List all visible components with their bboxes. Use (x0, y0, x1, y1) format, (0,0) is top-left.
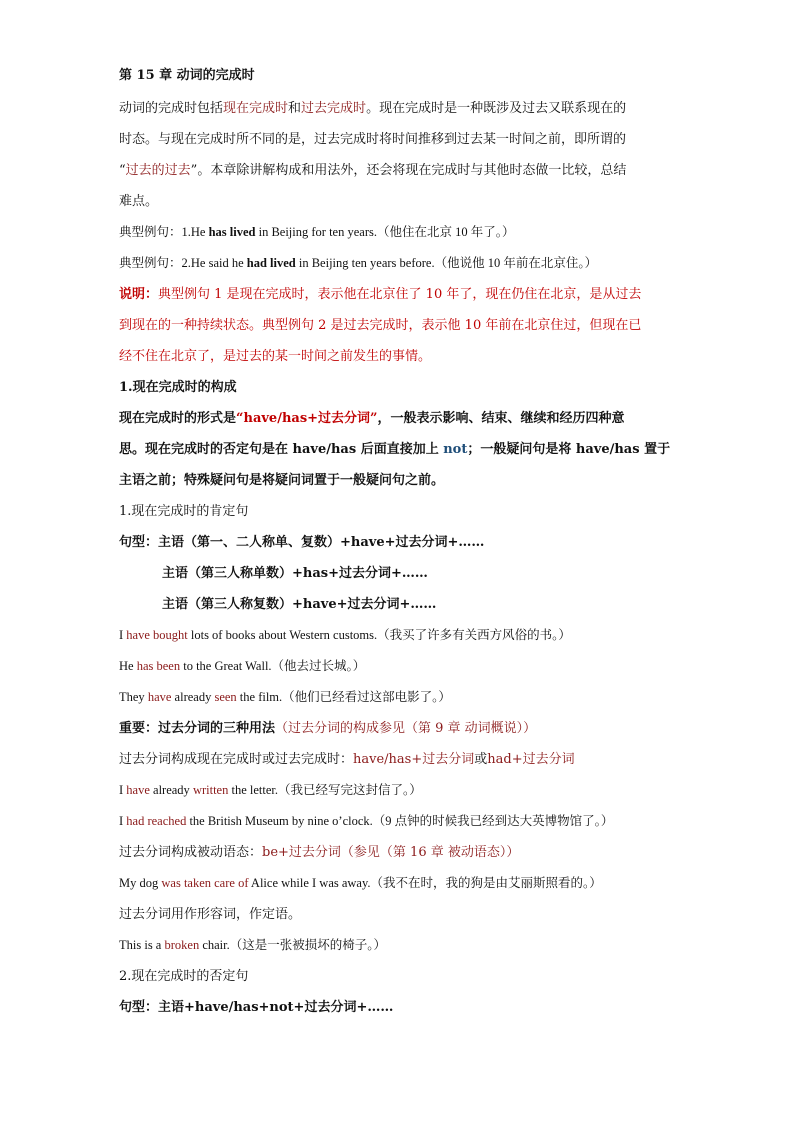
pattern-line-2: 主语（第三人称单数）+has+过去分词+…… (162, 566, 428, 581)
example-verb: had reached (126, 814, 187, 828)
subheading-negative: 2.现在完成时的否定句 (119, 969, 249, 984)
example-verb: have bought (126, 628, 188, 642)
form-line-1 (119, 403, 679, 434)
example-text: already (149, 783, 193, 797)
intro-text: 。现在完成时是一种既涉及过去又联系现在的 (366, 101, 627, 116)
use-text: 过去分词构成被动语态： (119, 845, 263, 860)
form-text: 现在完成时的形式是 (119, 411, 237, 426)
note-label: 说明： (119, 287, 159, 302)
example-text: lots of books about Western customs.（我买了许多有关西方风俗的书。） (187, 628, 571, 642)
example-verb: written (192, 783, 229, 797)
example-verb: had lived (246, 256, 296, 270)
use-present-past-perfect (119, 744, 679, 775)
example-verb: was taken care of (161, 876, 249, 890)
intro-line-1 (119, 93, 679, 124)
intro-text: 动词的完成时包括 (119, 101, 224, 116)
example-seen (119, 682, 679, 713)
example-reached (119, 806, 679, 837)
example-verb: has lived (208, 225, 256, 239)
example-text: I (119, 783, 127, 797)
use-formula: be+过去分词（参见（第 16 章 被动语态）） (262, 845, 520, 860)
form-text: 思。现在完成时的否定句是在 have/has 后面直接加上 (119, 442, 444, 457)
example-text: They (119, 690, 148, 704)
use-text: 或 (474, 752, 488, 767)
example-prefix: 典型例句：2.He said he (119, 256, 247, 270)
intro-text: 和 (288, 101, 302, 116)
term-past-of-past: 过去的过去 (125, 163, 191, 178)
example-text: the British Museum by nine o’clock.（9 点钟的时候我已经到达大英博物馆了。） (186, 814, 614, 828)
chapter-title: 第 15 章 动词的完成时 (119, 68, 255, 83)
example-text: My dog (119, 876, 162, 890)
example-text: already (171, 690, 215, 704)
example-text: I (119, 814, 127, 828)
example-verb: have (126, 783, 150, 797)
intro-line-2: 时态。与现在完成时所不同的是，过去完成时将时间推移到过去某一时间之前，即所谓的 (119, 132, 627, 147)
example-text: He (119, 659, 137, 673)
form-text: ；一般疑问句是将 have/has 置于 (467, 442, 671, 457)
note-line-3: 经不住在北京了，是过去的某一时间之前发生的事情。 (119, 349, 432, 364)
example-been (119, 651, 679, 682)
example-text: Alice while I was away.（我不在时，我的狗是由艾丽斯照看的。） (248, 876, 602, 890)
example-prefix: 典型例句：1.He (119, 225, 209, 239)
use-adjective: 过去分词用作形容词，作定语。 (119, 907, 302, 922)
term-present-perfect: 现在完成时 (223, 101, 289, 116)
subheading-affirmative: 1.现在完成时的肯定句 (119, 504, 249, 519)
use-passive (119, 837, 679, 868)
pattern-line-3: 主语（第三人称复数）+have+过去分词+…… (162, 597, 437, 612)
note-text: 典型例句 1 是现在完成时，表示他在北京住了 10 年了，现在仍住在北京，是从过去 (158, 287, 642, 302)
use-formula: had+过去分词 (487, 752, 575, 767)
example-text: to the Great Wall.（他去过长城。） (180, 659, 366, 673)
note-line-2: 到现在的一种持续状态。典型例句 2 是过去完成时，表示他 10 年前在北京住过，但现在已 (119, 318, 642, 333)
example-sentence-2 (119, 248, 679, 279)
document-content (119, 66, 679, 1023)
form-line-3: 主语之前；特殊疑问句是将疑问词置于一般疑问句之前。 (119, 473, 445, 488)
intro-text: ”。本章除讲解构成和用法外，还会将现在完成时与其他时态做一比较，总结 (190, 163, 627, 178)
example-bought (119, 620, 679, 651)
section-heading-1: 1.现在完成时的构成 (119, 380, 237, 395)
example-written (119, 775, 679, 806)
important-line (119, 713, 679, 744)
example-verb: broken (164, 938, 200, 952)
intro-line-4: 难点。 (119, 194, 159, 209)
example-verb: seen (214, 690, 237, 704)
form-formula: “have/has+过去分词” (236, 411, 378, 426)
example-text: chair.（这是一张被损坏的椅子。） (199, 938, 386, 952)
use-text: 过去分词构成现在完成时或过去完成时： (119, 752, 354, 767)
form-text: ，一般表示影响、结束、继续和经历四种意 (377, 411, 625, 426)
term-past-perfect: 过去完成时 (301, 101, 367, 116)
form-not: not (443, 442, 468, 457)
example-text: the film.（他们已经看过这部电影了。） (236, 690, 451, 704)
example-verb: have (147, 690, 172, 704)
example-broken (119, 930, 679, 961)
example-text: the letter.（我已经写完这封信了。） (228, 783, 422, 797)
intro-line-3 (119, 155, 679, 186)
important-reference: （过去分词的构成参见（第 9 章 动词概说）） (275, 721, 537, 736)
intro-text: “ (119, 163, 126, 178)
note-line-1 (119, 279, 679, 310)
example-sentence-1 (119, 217, 679, 248)
pattern-line-1: 句型：主语（第一、二人称单、复数）+have+过去分词+…… (119, 535, 485, 550)
example-text: in Beijing ten years before.（他说他 10 年前在北京住。） (295, 256, 598, 270)
form-line-2 (119, 434, 679, 465)
example-text: I (119, 628, 127, 642)
important-label: 重要：过去分词的三种用法 (119, 721, 276, 736)
example-text: This is a (119, 938, 165, 952)
use-formula: have/has+过去分词 (353, 752, 475, 767)
example-verb: has been (136, 659, 181, 673)
example-text: in Beijing for ten years.（他住在北京 10 年了。） (255, 225, 515, 239)
pattern-negative: 句型：主语+have/has+not+过去分词+…… (119, 1000, 394, 1015)
example-taken (119, 868, 679, 899)
